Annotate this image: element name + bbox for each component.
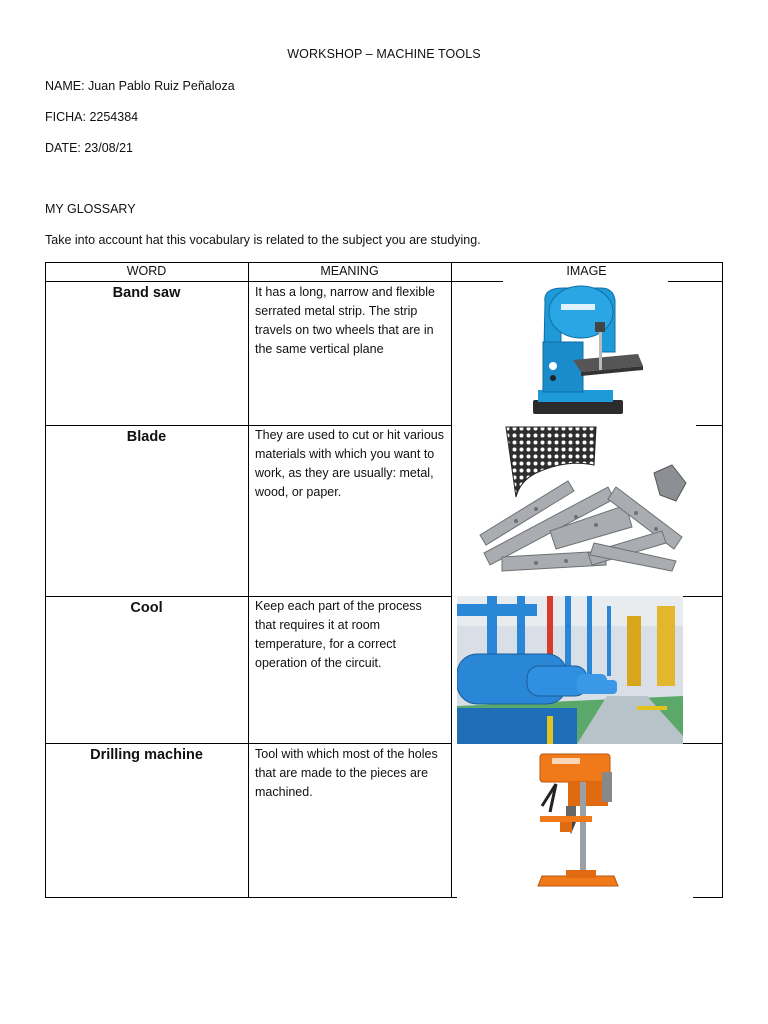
column-header-image: IMAGE [566,264,607,278]
table-border-right [722,262,723,898]
ficha-number: FICHA: 2254384 [45,110,139,124]
word-cell: Drilling machine [90,747,203,763]
header-divider-left [45,281,503,282]
document-date: DATE: 23/08/21 [45,141,134,155]
column-divider-2 [451,262,452,898]
drill-press-image [456,744,694,894]
document-title: WORKSHOP – MACHINE TOOLS [287,47,481,61]
table-border-left [45,262,46,898]
table-border-bottom-right [693,897,723,898]
glossary-heading: MY GLOSSARY [45,202,136,216]
blades-image [476,425,696,573]
meaning-cell: Keep each part of the process that requires it at room temperature, for a correct operation of the circuit. [255,599,422,670]
column-divider-1 [248,262,249,898]
glossary-instruction: Take into account hat this vocabulary is related to the subject you are studying. [45,233,481,247]
word-cell: Band saw [112,285,181,301]
cooling-plant-image [457,596,683,744]
meaning-cell: Tool with which most of the holes that are made to the pieces are machined. [255,747,438,799]
meaning-cell: They are used to cut or hit various materials with which you want to work, as they are usually: metal, wood, or paper. [255,428,444,499]
student-name: NAME: Juan Pablo Ruiz Peñaloza [45,79,235,93]
column-header-word: WORD [126,264,167,278]
row-divider-2-right [683,596,723,597]
word-cell: Cool [130,600,163,616]
meaning-cell: It has a long, narrow and flexible serrated metal strip. The strip travels on two wheels that are in the same vertical plane [255,285,435,356]
table-border-bottom-left [45,897,457,898]
table-border-top [45,262,723,263]
word-cell: Blade [126,429,167,445]
column-header-meaning: MEANING [320,264,379,278]
band-saw-image [503,282,668,424]
header-divider-right [668,281,723,282]
